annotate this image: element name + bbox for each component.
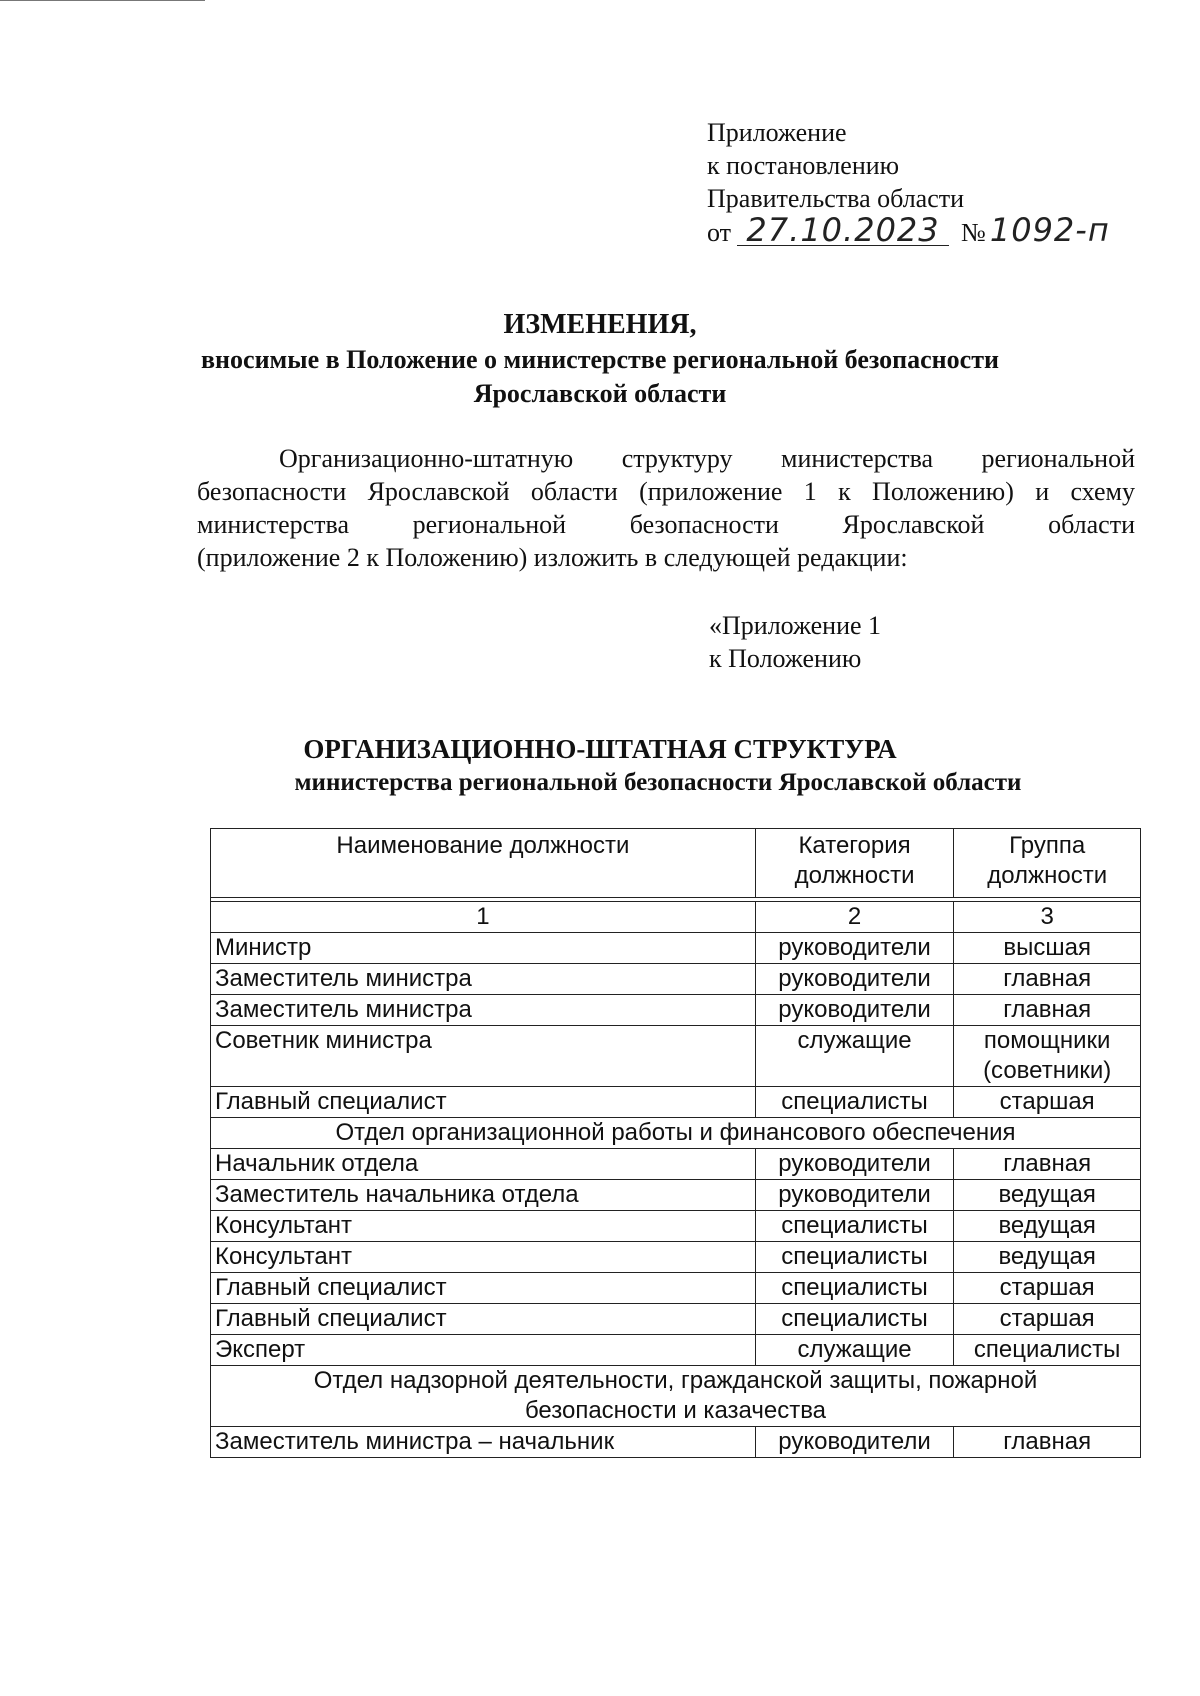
scan-edge-line — [0, 0, 205, 1]
category-cell: руководители — [755, 1427, 954, 1458]
appendix-line-2: к постановлению — [707, 151, 900, 180]
table-row — [211, 1335, 1141, 1366]
table-row — [211, 1087, 1141, 1118]
position-cell: Консультант — [211, 1242, 756, 1273]
category-cell: специалисты — [755, 1087, 954, 1118]
table-row — [211, 1149, 1141, 1180]
group-cell: главная — [954, 1427, 1141, 1458]
annex-line-1: «Приложение 1 — [709, 611, 882, 640]
group-cell: ведущая — [954, 1211, 1141, 1242]
document-title: ИЗМЕНЕНИЯ, — [503, 309, 697, 340]
category-cell: руководители — [755, 1180, 954, 1211]
section-row — [211, 1118, 1141, 1149]
table-row — [211, 933, 1141, 964]
position-cell: Советник министра — [211, 1026, 756, 1087]
category-cell: специалисты — [755, 1304, 954, 1335]
header-category — [755, 829, 954, 898]
appendix-line-3: Правительства области — [707, 184, 965, 213]
body-paragraph — [197, 442, 1135, 574]
category-cell: руководители — [755, 1149, 954, 1180]
position-cell: Консультант — [211, 1211, 756, 1242]
structure-title: ОРГАНИЗАЦИОННО-ШТАТНАЯ СТРУКТУРА — [303, 734, 897, 764]
group-cell: старшая — [954, 1087, 1141, 1118]
staff-structure-table — [210, 828, 1141, 1458]
position-cell: Главный специалист — [211, 1273, 756, 1304]
position-cell: Заместитель министра – начальник — [211, 1427, 756, 1458]
table-row — [211, 1273, 1141, 1304]
position-cell: Министр — [211, 933, 756, 964]
number-label: № — [961, 218, 986, 247]
paragraph-line-3: министерства региональной безопасности Ярославской области — [197, 510, 1135, 539]
table-row — [211, 995, 1141, 1026]
position-cell: Главный специалист — [211, 1087, 756, 1118]
appendix-line-1: Приложение — [707, 118, 847, 147]
appendix-date-line — [707, 211, 1110, 249]
from-label: от — [707, 218, 732, 247]
table-header-row — [211, 829, 1141, 898]
category-cell: служащие — [755, 1335, 954, 1366]
section-heading-line-2: безопасности и казачества — [524, 1397, 827, 1424]
handwritten-date: 27.10.2023 — [737, 215, 949, 246]
header-category-line-1: Категория — [798, 832, 911, 859]
group-cell: специалисты — [954, 1335, 1141, 1366]
paragraph-line-2: безопасности Ярославской области (приложение 1 к Положению) и схему — [197, 477, 1135, 506]
category-cell: руководители — [755, 995, 954, 1026]
table-row — [211, 1304, 1141, 1335]
group-cell: старшая — [954, 1273, 1141, 1304]
column-number-3: 3 — [954, 902, 1141, 933]
position-cell: Заместитель министра — [211, 964, 756, 995]
header-group-line-1: Группа — [1009, 832, 1086, 859]
group-cell: главная — [954, 1149, 1141, 1180]
paragraph-line-1: Организационно-штатную структуру министерства региональной — [279, 444, 1135, 473]
position-cell: Заместитель министра — [211, 995, 756, 1026]
column-number-row — [211, 902, 1141, 933]
column-number-1: 1 — [211, 902, 756, 933]
handwritten-number: 1092-п — [989, 211, 1110, 249]
section-heading-organizational: Отдел организационной работы и финансового обеспечения — [211, 1118, 1141, 1149]
group-cell — [954, 1026, 1141, 1087]
structure-subtitle: министерства региональной безопасности Ярославской области — [294, 769, 1022, 796]
document-subtitle-line-1: вносимые в Положение о министерстве региональной безопасности — [201, 345, 999, 374]
section-heading-line-1: Отдел надзорной деятельности, гражданской защиты, пожарной — [313, 1367, 1038, 1394]
table-row — [211, 1242, 1141, 1273]
group-cell: старшая — [954, 1304, 1141, 1335]
group-cell: высшая — [954, 933, 1141, 964]
category-cell: специалисты — [755, 1273, 954, 1304]
group-cell: ведущая — [954, 1242, 1141, 1273]
column-number-2: 2 — [755, 902, 954, 933]
section-row — [211, 1366, 1141, 1427]
document-subtitle-line-2: Ярославской области — [473, 379, 727, 408]
section-heading-supervisory — [211, 1366, 1141, 1427]
table-row — [211, 1427, 1141, 1458]
category-cell: служащие — [755, 1026, 954, 1087]
table-row — [211, 964, 1141, 995]
annex-label — [709, 609, 881, 675]
paragraph-line-4: (приложение 2 к Положению) изложить в следующей редакции: — [197, 543, 908, 572]
group-cell: главная — [954, 995, 1141, 1026]
header-category-line-2: должности — [794, 862, 915, 889]
group-cell: главная — [954, 964, 1141, 995]
table-row — [211, 1180, 1141, 1211]
category-cell: специалисты — [755, 1211, 954, 1242]
category-cell: руководители — [755, 964, 954, 995]
group-cell-line-2: (советники) — [983, 1057, 1112, 1084]
table-row — [211, 1026, 1141, 1087]
category-cell: руководители — [755, 933, 954, 964]
appendix-block — [707, 116, 1110, 249]
group-cell-line-1: помощники — [983, 1027, 1111, 1054]
header-position: Наименование должности — [211, 829, 756, 898]
header-group-line-2: должности — [987, 862, 1108, 889]
position-cell: Эксперт — [211, 1335, 756, 1366]
header-group — [954, 829, 1141, 898]
annex-line-2: к Положению — [709, 644, 862, 673]
position-cell: Главный специалист — [211, 1304, 756, 1335]
group-cell: ведущая — [954, 1180, 1141, 1211]
position-cell: Начальник отдела — [211, 1149, 756, 1180]
table-row — [211, 1211, 1141, 1242]
category-cell: специалисты — [755, 1242, 954, 1273]
position-cell: Заместитель начальника отдела — [211, 1180, 756, 1211]
